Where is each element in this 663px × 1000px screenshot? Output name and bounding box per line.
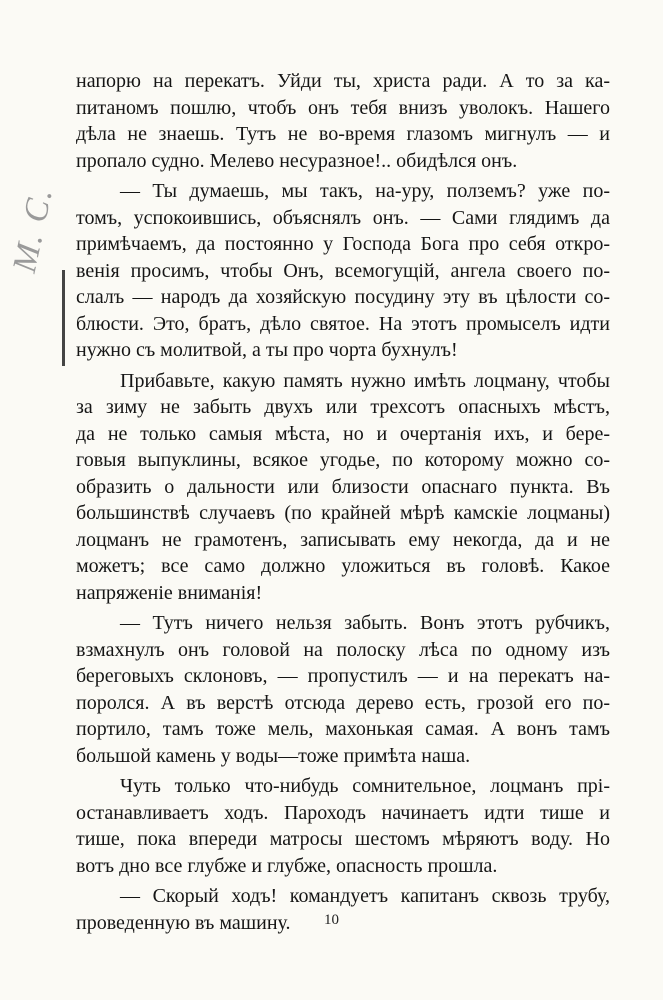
text-line: примѣчаемъ, да постоянно у Господа Бога про себя откро- xyxy=(76,233,610,255)
text-line: проведенную въ машину. xyxy=(76,911,291,934)
text-line: лоцманъ не грамотенъ, записывать ему некогда, да и не xyxy=(76,528,610,551)
text-line: напряженіе вниманія! xyxy=(76,581,263,604)
text-line: говыя выпуклины, всякое угодье, по которому можно со- xyxy=(76,449,610,471)
text-line: взмахнулъ онъ головой на полоску лѣса по одному изъ xyxy=(76,638,610,661)
text-line: вотъ дно все глубже и глубже, опасность прошла. xyxy=(76,854,498,877)
text-line: Чуть только что-нибудь сомнительное, лоцманъ прі- xyxy=(120,775,610,797)
text-line: слалъ — народъ да хозяйскую посудину эту въ цѣлости со- xyxy=(76,286,610,308)
text-line: напорю на перекатъ. Уйди ты, христа ради. А то за ка- xyxy=(76,70,610,92)
text-line: венія просимъ, чтобы Онъ, всемогущій, ангела своего по- xyxy=(76,259,610,282)
text-line: — Скорый ходъ! командуетъ капитанъ сквозь трубу, xyxy=(120,885,610,907)
text-line: Прибавьте, какую память нужно имѣть лоцману, чтобы xyxy=(120,369,610,392)
text-line: можетъ; все само должно уложиться въ головѣ. Какое xyxy=(76,555,610,577)
text-line: береговыхъ склоновъ, — пропустилъ — и на перекатъ на- xyxy=(76,665,610,687)
text-line: поролся. А въ верстѣ отсюда дерево есть, грозой его по- xyxy=(76,691,610,714)
text-line: — Ты думаешь, мы такъ, на-уру, полземъ? уже по- xyxy=(120,180,610,202)
text-line: — Тутъ ничего нельзя забыть. Вонъ этотъ рубчикъ, xyxy=(120,612,610,634)
text-line: останавливаетъ ходъ. Пароходъ начинаетъ идти тише и xyxy=(76,801,610,824)
margin-marking-bar xyxy=(62,270,65,366)
text-line: большинствѣ случаевъ (по крайней мѣрѣ камскіе лоцманы) xyxy=(76,502,610,524)
text-line: питаномъ пошлю, чтобъ онъ тебя внизъ уволокъ. Нашего xyxy=(76,96,610,119)
text-line: большой камень у воды—тоже примѣта наша. xyxy=(76,744,471,767)
text-line: блюсти. Это, братъ, дѣло святое. На этотъ промыселъ идти xyxy=(76,312,610,335)
text-line: портило, тамъ тоже мель, махонькая самая. А вонъ тамъ xyxy=(76,718,610,740)
text-line: образить о дальности или близости опаснаго пункта. Въ xyxy=(76,475,610,498)
text-line: пропало судно. Мелево несуразное!.. обидѣлся онъ. xyxy=(76,149,518,172)
page-number: 10 xyxy=(324,912,339,928)
text-line: дѣла не знаешь. Тутъ не во-время глазомъ мигнулъ — и xyxy=(76,123,610,145)
text-line: за зиму не забыть двухъ или трехсотъ опасныхъ мѣстъ, xyxy=(76,396,610,418)
handwritten-margin-note: М. С. xyxy=(6,183,61,276)
text-line: тише, пока впереди матросы шестомъ мѣряютъ воду. Но xyxy=(76,828,610,850)
text-line: да не только самыя мѣста, но и очертанія ихъ, и бере- xyxy=(76,422,610,445)
text-line: томъ, успокоившись, объяснялъ онъ. — Сами глядимъ да xyxy=(76,206,610,229)
body-text xyxy=(76,68,610,936)
text-line: нужно съ молитвой, а ты про чорта бухнулъ! xyxy=(76,339,458,361)
